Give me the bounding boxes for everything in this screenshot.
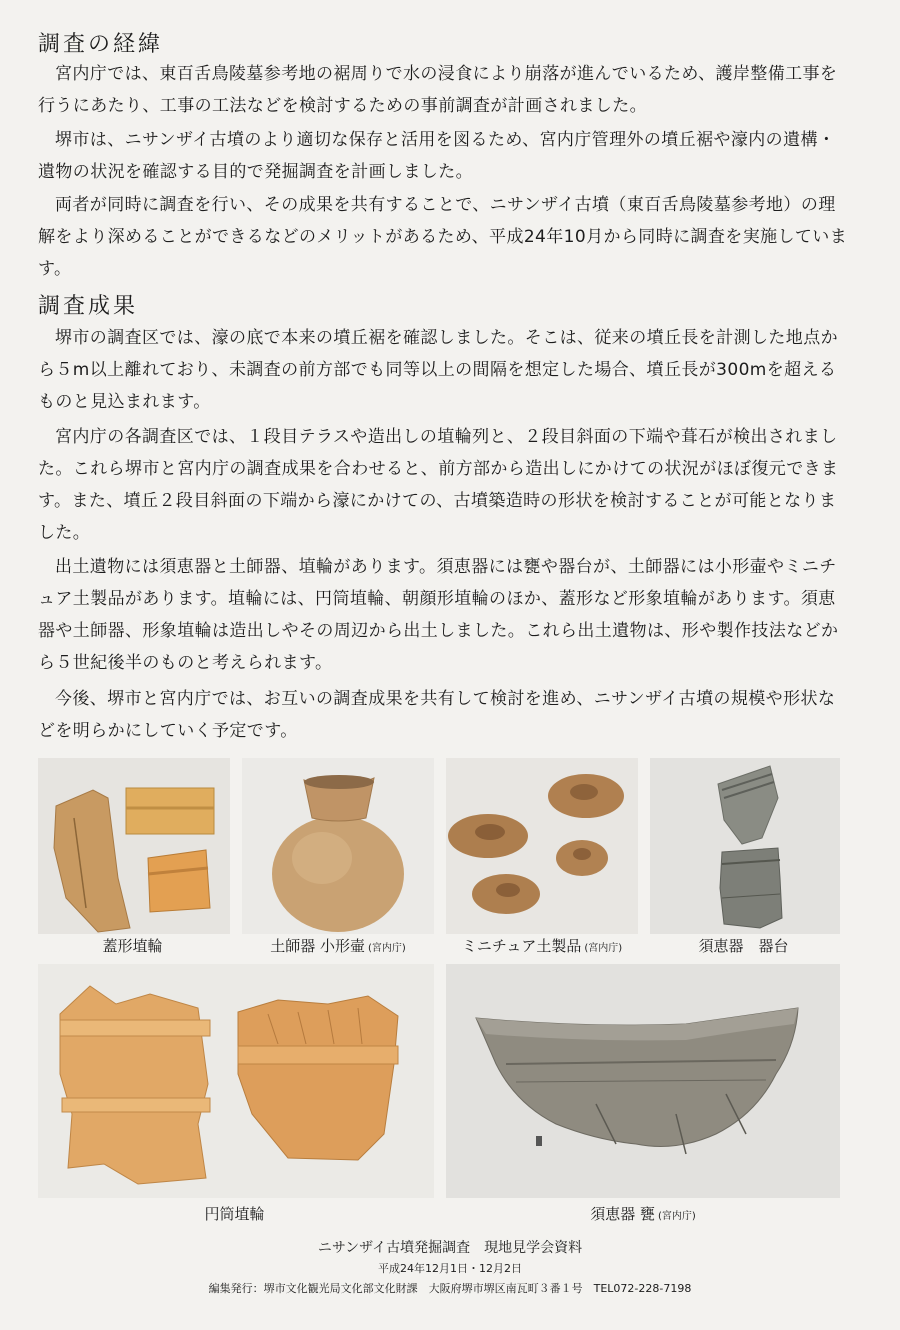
photo-small-jar <box>242 758 434 934</box>
paragraph: 堺市は、ニサンザイ古墳のより適切な保存と活用を図るため、宮内庁管理外の墳丘裾や濠内の遺構・遺物の状況を確認する目的で発掘調査を計画しました。 <box>38 130 836 182</box>
photo-caption <box>650 936 840 959</box>
photo-stand <box>650 758 840 934</box>
footer-date: 平成24年12月1日・12月2日 <box>378 1262 522 1275</box>
caption-text: 須恵器 甕 <box>590 1205 655 1223</box>
paragraph: 両者が同時に調査を行い、その成果を共有することで、ニサンザイ古墳（東百舌鳥陵墓参考地）の理解をより深めることができるなどのメリットがあるため、平成24年10月から同時に調査を実施しています。 <box>38 195 848 279</box>
paragraph: 堺市の調査区では、濠の底で本来の墳丘裾を確認しました。そこは、従来の墳丘長を計測した地点から５m以上離れており、未調査の前方部でも同等以上の間隔を想定した場合、墳丘長が300mを超えるものと見込まれます。 <box>38 328 838 412</box>
photo-cylindrical-haniwa <box>38 964 434 1198</box>
caption-text: ミニチュア土製品 <box>461 937 582 955</box>
photo-caption <box>38 1204 434 1227</box>
caption-text: 土師器 小形壷 <box>270 937 365 955</box>
caption-note: (宮内庁) <box>584 943 623 954</box>
paragraph: 今後、堺市と宮内庁では、お互いの調査成果を共有して検討を進め、ニサンザイ古墳の規模や形状などを明らかにしていく予定です。 <box>38 689 836 741</box>
section-heading-background: 調査の経緯 <box>38 32 164 57</box>
caption-note: (宮内庁) <box>657 1211 696 1222</box>
caption-text: 円筒埴輪 <box>204 1205 265 1223</box>
photo-large-jar <box>446 964 840 1198</box>
paragraph: 宮内庁の各調査区では、１段目テラスや造出しの埴輪列と、２段目斜面の下端や葺石が検出されました。これら堺市と宮内庁の調査成果を合わせると、前方部から造出しにかけての状況がほぼ復元できます。また、墳丘２段目斜面の下端から濠にかけての、古墳築造時の形状を検討することが可能となりました。 <box>38 427 839 543</box>
photo-caption <box>38 936 230 959</box>
photo-caption <box>446 1204 840 1227</box>
paragraph: 出土遺物には須恵器と土師器、埴輪があります。須恵器には甕や器台が、土師器には小形壷やミニチュア土製品があります。埴輪には、円筒埴輪、朝顔形埴輪のほか、蓋形など形象埴輪があります。須恵器や土師器、形象埴輪は造出しやその周辺から出土しました。これら出土遺物は、形や製作技法などから５世紀後半のものと考えられます。 <box>38 557 839 673</box>
caption-text: 須恵器 器台 <box>698 937 789 955</box>
footer-publisher: 編集発行：堺市文化観光局文化部文化財課 大阪府堺市堺区南瓦町３番１号 TEL072-228-7198 <box>208 1282 692 1295</box>
photo-miniature-clay <box>446 758 638 934</box>
photo-lid-haniwa <box>38 758 230 934</box>
caption-note: (宮内庁) <box>367 943 406 954</box>
footer-title: ニサンザイ古墳発掘調査 現地見学会資料 <box>317 1240 583 1256</box>
photo-caption <box>446 936 638 959</box>
photo-caption <box>242 936 434 959</box>
section-heading-results: 調査成果 <box>38 294 139 319</box>
paragraph: 宮内庁では、東百舌鳥陵墓参考地の裾周りで水の浸食により崩落が進んでいるため、護岸整備工事を行うにあたり、工事の工法などを検討するための事前調査が計画されました。 <box>38 64 838 116</box>
caption-text: 蓋形埴輪 <box>102 937 163 955</box>
